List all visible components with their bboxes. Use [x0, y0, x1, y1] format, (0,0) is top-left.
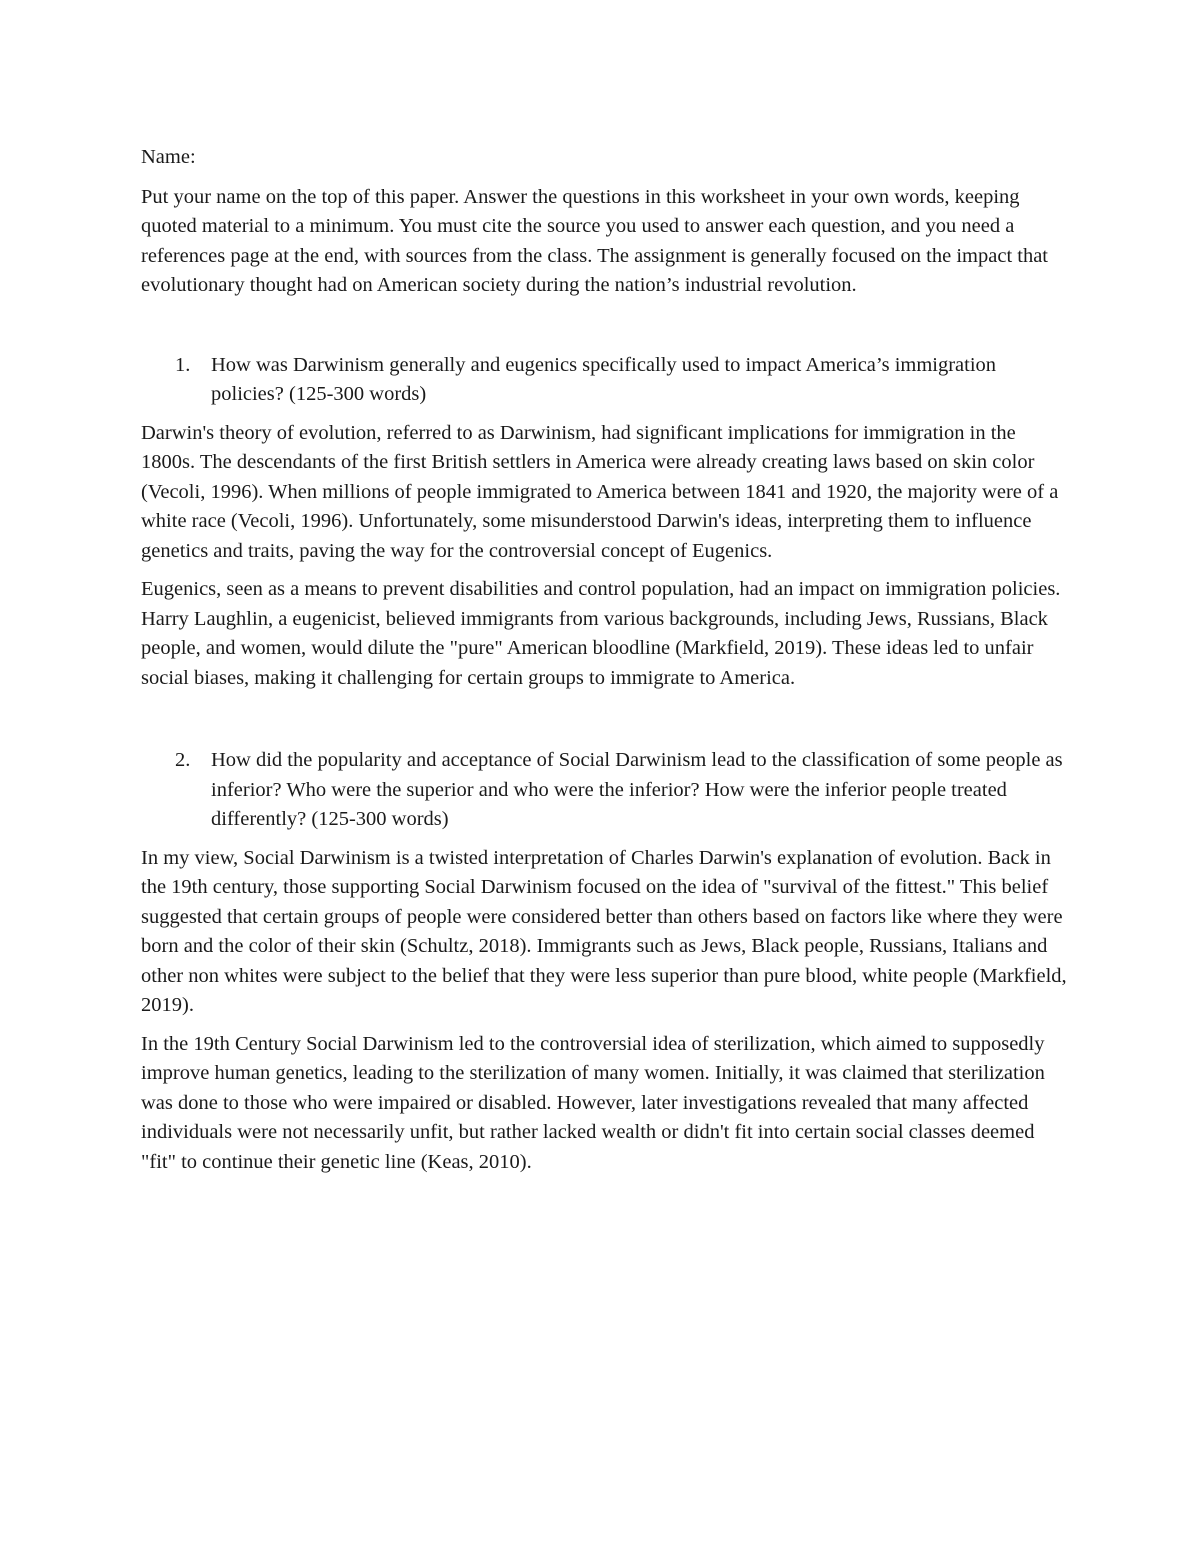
answer-2-paragraph-1: In my view, Social Darwinism is a twisted interpretation of Charles Darwin's explanation of evolution. Back in the 19th century, those supporting Social Darwinism focused on the idea of "survival of the fittest." This belief suggested that certain groups of people were considered better than others based on factors like where they were born and the color of their skin (Schultz, 2018). Immigrants such as Jews, Black people, Russians, Italians and other non whites were subject to the belief that they were less superior than pure blood, white people (Markfield, 2019).	[141, 846, 1067, 1016]
question-2	[141, 746, 1071, 835]
question-text: How was Darwinism generally and eugenics specifically used to impact America’s immigration policies? (125-300 words)	[211, 353, 997, 405]
question-1	[141, 351, 1071, 410]
question-number: 1.	[175, 353, 191, 376]
instructions-paragraph: Put your name on the top of this paper. Answer the questions in this worksheet in your own words, keeping quoted material to a minimum. You must cite the source you used to answer each question, and you need a references page at the end, with sources from the class. The assignment is generally focused on the impact that evolutionary thought had on American society during the nation’s industrial revolution.	[141, 185, 1049, 296]
name-label: Name:	[141, 146, 196, 168]
question-text: How did the popularity and acceptance of Social Darwinism lead to the classification of some people as inferior? Who were the superior and who were the inferior? How were the inferior people treated differently? (125-300 words)	[211, 749, 1063, 830]
answer-1-paragraph-1: Darwin's theory of evolution, referred to as Darwinism, had significant implications for immigration in the 1800s. The descendants of the first British settlers in America were already creating laws based on skin color (Vecoli, 1996). When millions of people immigrated to America between 1841 and 1920, the majority were of a white race (Vecoli, 1996). Unfortunately, some misunderstood Darwin's ideas, interpreting them to influence genetics and traits, paving the way for the controversial concept of Eugenics.	[141, 421, 1059, 562]
document-body	[141, 143, 1071, 1177]
question-number: 2.	[175, 749, 191, 771]
answer-2-paragraph-2: In the 19th Century Social Darwinism led to the controversial idea of sterilization, which aimed to supposedly improve human genetics, leading to the sterilization of many women. Initially, it was claimed that sterilization was done to those who were impaired or disabled. However, later investigations revealed that many affected individuals were not necessarily unfit, but rather lacked wealth or didn't fit into certain social classes deemed "fit" to continue their genetic line (Keas, 2010).	[141, 1032, 1045, 1173]
answer-1-paragraph-2: Eugenics, seen as a means to prevent disabilities and control population, had an impact on immigration policies. Harry Laughlin, a eugenicist, believed immigrants from various backgrounds, including Jews, Russians, Black people, and women, would dilute the "pure" American bloodline (Markfield, 2019). These ideas led to unfair social biases, making it challenging for certain groups to immigrate to America.	[141, 578, 1061, 689]
